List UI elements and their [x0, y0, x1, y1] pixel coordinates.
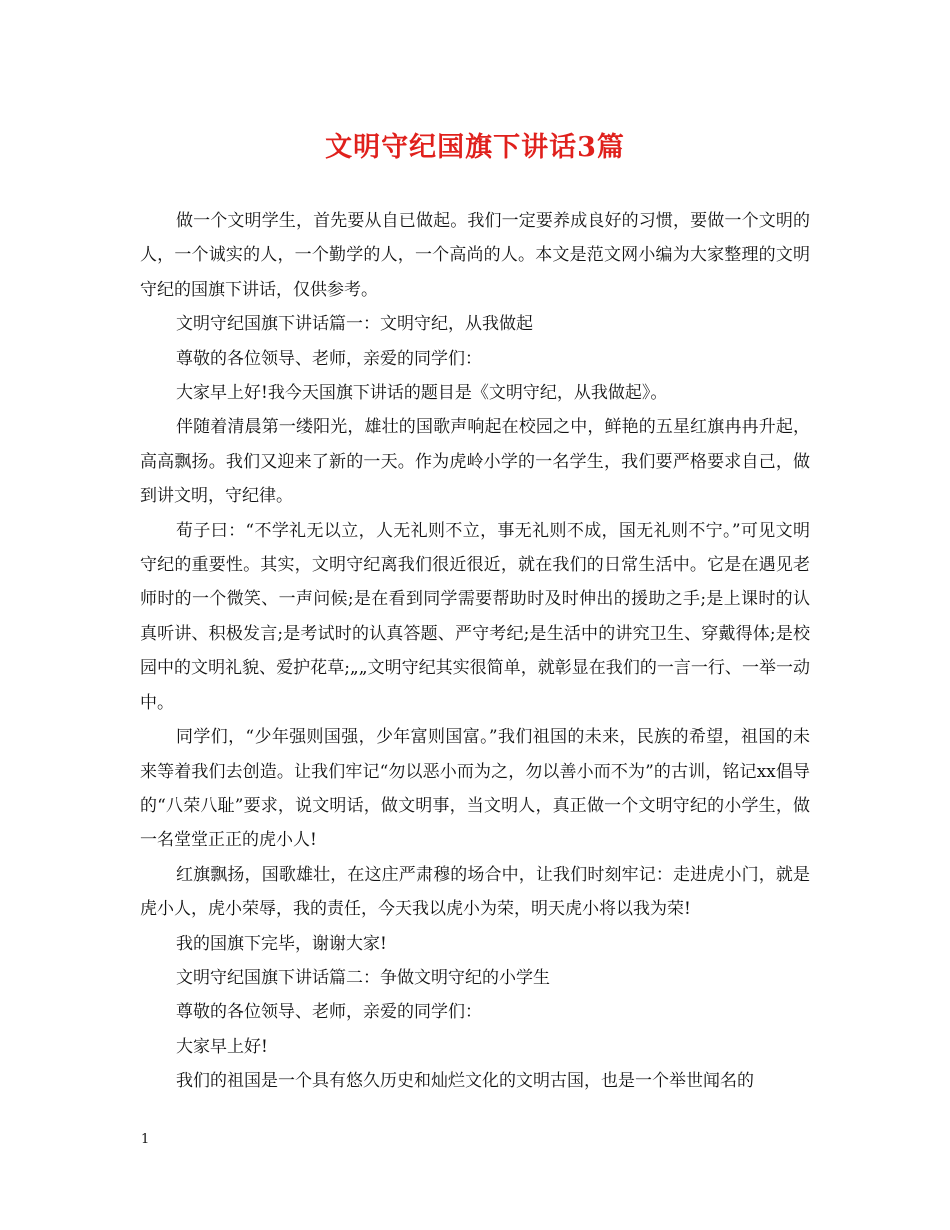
paragraph-greeting: 大家早上好!: [176, 1036, 268, 1057]
document-body: [140, 204, 810, 1099]
paragraph-body: 荀子曰：“不学礼无以立，人无礼则不立，事无礼则不成，国无礼则不宁。”可见文明守纪的重要性。其实，文明守纪离我们很近很近，就在我们的日常生活中。它是在遇见老师时的一个微笑、一声问候;是在看到同学需要帮助时及时伸出的援助之手;是上课时的认真听讲、积极发言;是考试时的认真答题、严守考纪;是生活中的讲究卫生、穿戴得体;是校园中的文明礼貌、爱护花草;„„文明守纪其实很简单，就彰显在我们的一言一行、一举一动中。: [140, 520, 810, 713]
page-number: 1: [141, 1132, 150, 1147]
paragraph-salutation: 尊敬的各位领导、老师，亲爱的同学们：: [176, 348, 482, 369]
document-title: 文明守纪国旗下讲话3篇: [325, 132, 625, 163]
paragraph-intro: 做一个文明学生，首先要从自已做起。我们一定要养成良好的习惯，要做一个文明的人，一个诚实的人，一个勤学的人，一个高尚的人。本文是范文网小编为大家整理的文明守纪的国旗下讲话，仅供参考。: [140, 211, 810, 300]
paragraph-greeting: 大家早上好!我今天国旗下讲话的题目是《文明守纪，从我做起》。: [176, 383, 668, 404]
paragraph-speech-one-heading: 文明守纪国旗下讲话篇一：文明守纪，从我做起: [176, 314, 533, 335]
paragraph-body: 同学们，“少年强则国强，少年富则国富。”我们祖国的未来，民族的希望，祖国的未来等着我们去创造。让我们牢记“勿以恶小而为之，勿以善小而不为”的古训，铭记xx倡导的“八荣八耻”要求，说文明话，做文明事，当文明人，真正做一个文明守纪的小学生，做一名堂堂正正的虎小人!: [140, 727, 810, 851]
paragraph-speech-two-heading: 文明守纪国旗下讲话篇二：争做文明守纪的小学生: [176, 967, 550, 988]
paragraph-salutation: 尊敬的各位领导、老师，亲爱的同学们：: [176, 1002, 482, 1023]
paragraph-closing: 我的国旗下完毕，谢谢大家!: [176, 933, 387, 954]
paragraph-body: 我们的祖国是一个具有悠久历史和灿烂文化的文明古国，也是一个举世闻名的: [176, 1071, 754, 1092]
paragraph-body: 伴随着清晨第一缕阳光，雄壮的国歌声响起在校园之中，鲜艳的五星红旗冉冉升起，高高飘扬。我们又迎来了新的一天。作为虎岭小学的一名学生，我们要严格要求自己，做到讲文明，守纪律。: [140, 417, 810, 507]
paragraph-body: 红旗飘扬，国歌雄壮，在这庄严肃穆的场合中，让我们时刻牢记：走进虎小门，就是虎小人，虎小荣辱，我的责任，今天我以虎小为荣，明天虎小将以我为荣!: [140, 864, 810, 920]
